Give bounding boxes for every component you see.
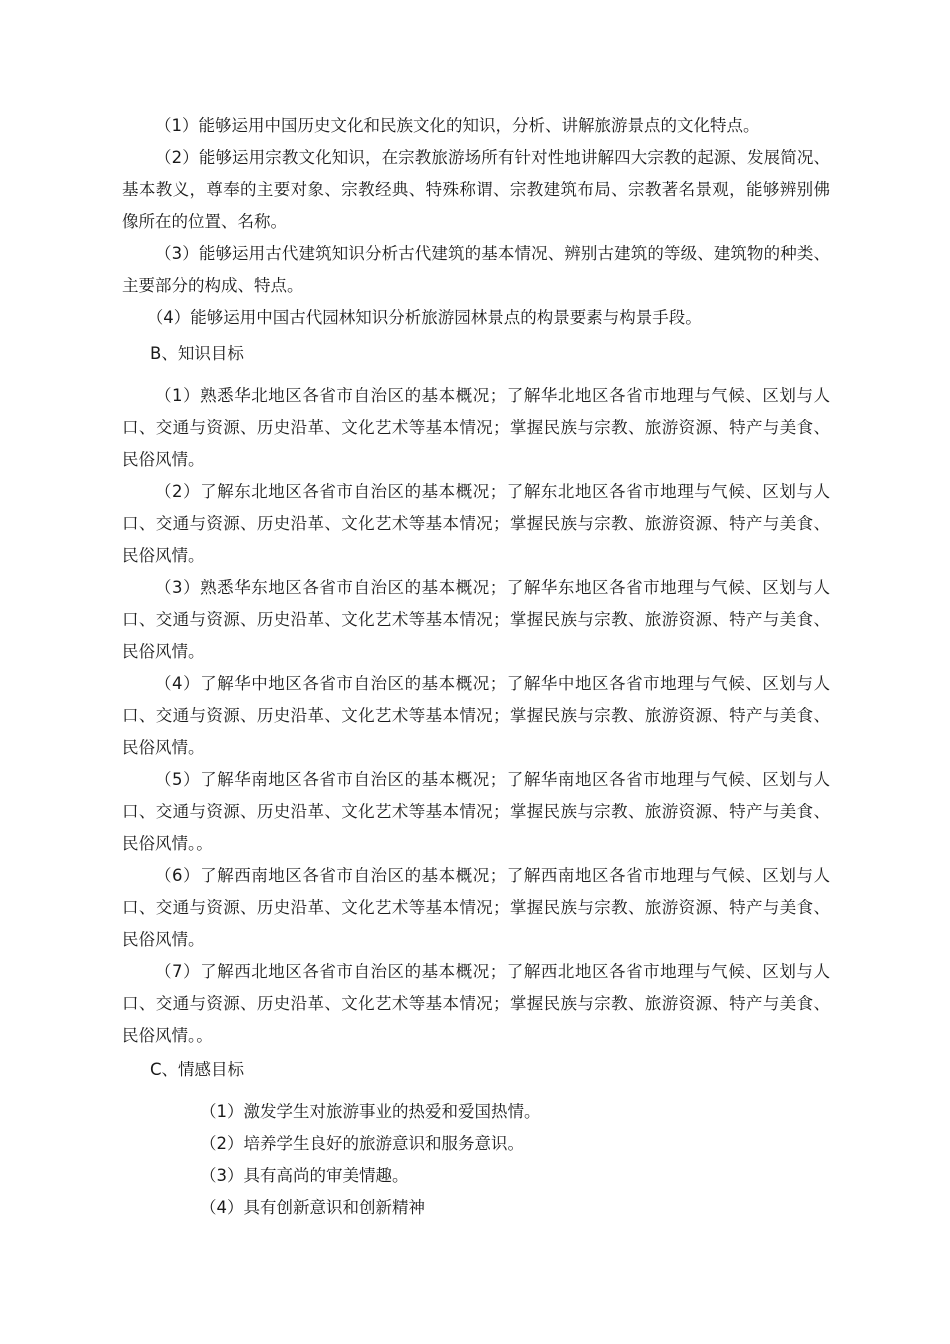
knowledge-item-3: （3）熟悉华东地区各省市自治区的基本概况；了解华东地区各省市地理与气候、区划与人口、交通与资源、历史沿革、文化艺术等基本情况；掌握民族与宗教、旅游资源、特产与美食、民俗风情。 bbox=[122, 578, 830, 661]
knowledge-item-5: （5）了解华南地区各省市自治区的基本概况；了解华南地区各省市地理与气候、区划与人口、交通与资源、历史沿革、文化艺术等基本情况；掌握民族与宗教、旅游资源、特产与美食、民俗风情。。 bbox=[122, 770, 830, 853]
knowledge-item-7: （7）了解西北地区各省市自治区的基本概况；了解西北地区各省市地理与气候、区划与人口、交通与资源、历史沿革、文化艺术等基本情况；掌握民族与宗教、旅游资源、特产与美食、民俗风情。。 bbox=[122, 962, 830, 1045]
skills-paragraph-2: （2）能够运用宗教文化知识，在宗教旅游场所有针对性地讲解四大宗教的起源、发展简况、基本教义，尊奉的主要对象、宗教经典、特殊称谓、宗教建筑布局、宗教著名景观，能够辨别佛像所在的位置、名称。 bbox=[122, 148, 830, 231]
emotion-item-2: （2）培养学生良好的旅游意识和服务意识。 bbox=[200, 1134, 524, 1153]
knowledge-item-2: （2）了解东北地区各省市自治区的基本概况；了解东北地区各省市地理与气候、区划与人口、交通与资源、历史沿革、文化艺术等基本情况；掌握民族与宗教、旅游资源、特产与美食、民俗风情。 bbox=[122, 482, 830, 565]
emotion-item-3: （3）具有高尚的审美情趣。 bbox=[200, 1166, 409, 1185]
skills-paragraph-4: （4）能够运用中国古代园林知识分析旅游园林景点的构景要素与构景手段。 bbox=[146, 308, 702, 327]
skills-paragraph-3: （3）能够运用古代建筑知识分析古代建筑的基本情况、辨别古建筑的等级、建筑物的种类、主要部分的构成、特点。 bbox=[122, 244, 830, 295]
emotion-item-1: （1）激发学生对旅游事业的热爱和爱国热情。 bbox=[200, 1102, 541, 1121]
knowledge-item-4: （4）了解华中地区各省市自治区的基本概况；了解华中地区各省市地理与气候、区划与人口、交通与资源、历史沿革、文化艺术等基本情况；掌握民族与宗教、旅游资源、特产与美食、民俗风情。 bbox=[122, 674, 830, 757]
emotion-heading: C、情感目标 bbox=[150, 1060, 245, 1079]
knowledge-item-1: （1）熟悉华北地区各省市自治区的基本概况；了解华北地区各省市地理与气候、区划与人口、交通与资源、历史沿革、文化艺术等基本情况；掌握民族与宗教、旅游资源、特产与美食、民俗风情。 bbox=[122, 386, 830, 469]
emotion-item-4: （4）具有创新意识和创新精神 bbox=[200, 1198, 425, 1217]
skills-paragraph-1: （1）能够运用中国历史文化和民族文化的知识，分析、讲解旅游景点的文化特点。 bbox=[155, 116, 760, 135]
knowledge-item-6: （6）了解西南地区各省市自治区的基本概况；了解西南地区各省市地理与气候、区划与人口、交通与资源、历史沿革、文化艺术等基本情况；掌握民族与宗教、旅游资源、特产与美食、民俗风情。 bbox=[122, 866, 830, 949]
knowledge-heading: B、知识目标 bbox=[150, 344, 244, 363]
